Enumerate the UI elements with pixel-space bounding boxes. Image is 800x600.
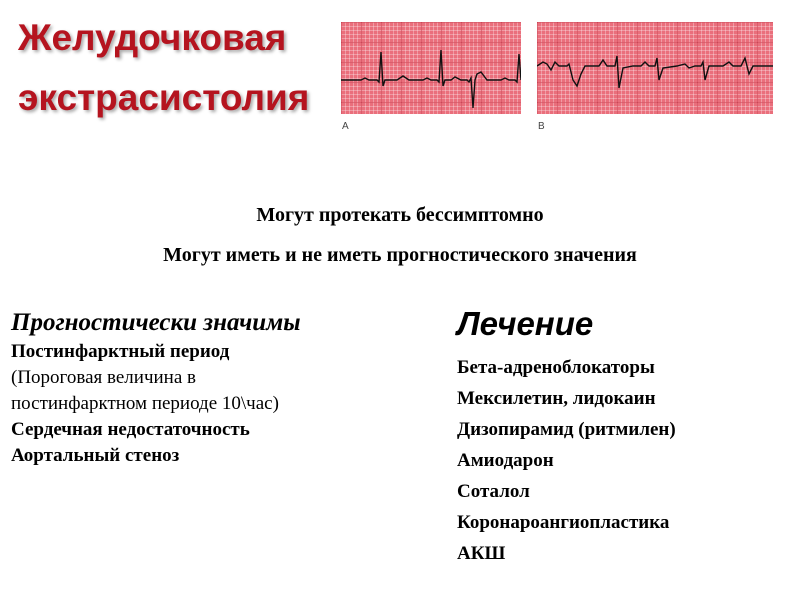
prognostic-item: Постинфарктный период	[11, 341, 230, 362]
prognostic-item: постинфарктном периоде 10\час)	[11, 393, 279, 414]
prognostic-heading: Прогностически значимы	[11, 309, 301, 336]
treatment-heading: Лечение	[457, 305, 594, 342]
treatment-item: Коронароангиопластика	[457, 512, 670, 533]
prognostic-section	[11, 307, 441, 469]
statement-prognostic-value: Могут иметь и не иметь прогностического значения	[163, 244, 637, 266]
treatment-item: Соталол	[457, 481, 530, 502]
ecg-trace-a	[341, 22, 521, 114]
treatment-item: Мексилетин, лидокаин	[457, 388, 656, 409]
ecg-strip-b	[537, 22, 773, 114]
prognostic-item: Сердечная недостаточность	[11, 419, 250, 440]
ecg-label-b: B	[538, 121, 545, 132]
ecg-label-a: A	[342, 121, 349, 132]
ecg-strip-a	[341, 22, 521, 114]
treatment-item: Бета-адреноблокаторы	[457, 357, 655, 378]
prognostic-item: Аортальный стеноз	[11, 445, 180, 466]
title-line-2: экстрасистолия	[18, 77, 310, 118]
statement-asymptomatic: Могут протекать бессимптомно	[256, 204, 544, 226]
treatment-item: Амиодарон	[457, 450, 554, 471]
slide-title	[18, 8, 309, 128]
treatment-item: АКШ	[457, 543, 506, 564]
prognostic-item: (Пороговая величина в	[11, 367, 196, 388]
treatment-item: Дизопирамид (ритмилен)	[457, 419, 676, 440]
title-line-1: Желудочковая	[18, 17, 287, 58]
ecg-trace-b	[537, 22, 773, 114]
treatment-section	[457, 302, 787, 569]
